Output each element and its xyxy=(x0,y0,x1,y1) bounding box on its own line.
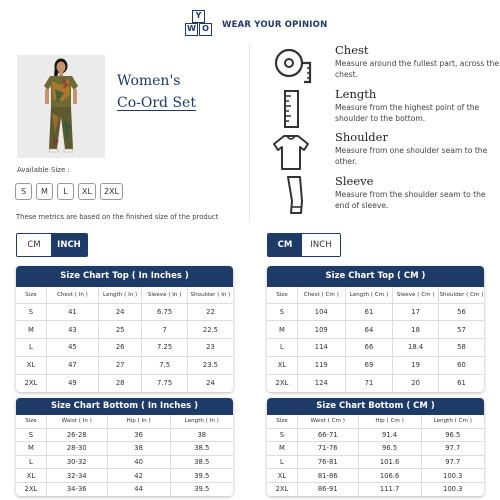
table-cell: 38.5 xyxy=(170,455,233,469)
size-option-l[interactable]: L xyxy=(57,183,74,200)
table-cell: M xyxy=(16,442,46,456)
header-cell: Length ( In ) xyxy=(170,415,233,428)
measure-desc: Measure around the fullest part, across the chest. xyxy=(335,59,500,79)
table-cell: 119 xyxy=(297,356,345,374)
brand-name: WEAR YOUR OPINION xyxy=(222,20,328,30)
table-cell: XL xyxy=(16,356,46,374)
table-cell: 26 xyxy=(98,339,141,357)
table-cell: 38 xyxy=(107,442,170,456)
table-cell: 34-36 xyxy=(46,482,107,496)
table-cell: 32-34 xyxy=(46,469,107,483)
table-cell: 24 xyxy=(206,379,215,388)
size-option-s[interactable]: S xyxy=(15,183,32,200)
size-chart-top-cm xyxy=(267,266,484,392)
table-cell: 45 xyxy=(46,339,98,357)
logo-block-o: O xyxy=(199,23,212,36)
table-cell: XL xyxy=(267,469,297,483)
table-row xyxy=(16,374,233,392)
measure-desc: Measure from the shoulder seam to the end of sleeve. xyxy=(335,190,486,210)
table-cell: S xyxy=(16,428,46,442)
header-cell: Size xyxy=(16,415,46,428)
table-cell: 49 xyxy=(46,374,98,392)
table-row xyxy=(16,455,233,469)
table-cell: 58 xyxy=(438,339,484,357)
size-option-m[interactable]: M xyxy=(36,183,53,200)
header-cell: Waist ( Cm ) xyxy=(297,415,358,428)
table-cell: S xyxy=(16,303,46,321)
table-row xyxy=(16,321,233,339)
table-cell: 44 xyxy=(107,482,170,496)
table-cell: 40 xyxy=(107,455,170,469)
table-cell: 47 xyxy=(46,356,98,374)
table-cell: 97.7 xyxy=(421,455,484,469)
measure-title: Sleeve xyxy=(335,174,374,188)
table-cell: 7.25 xyxy=(142,339,188,357)
measure-desc: Measure from the highest point of the shoulder to the bottom. xyxy=(335,103,480,123)
unit-inch-button[interactable]: INCH xyxy=(302,234,340,256)
size-options xyxy=(15,183,123,200)
table-cell: 18.4 xyxy=(393,339,439,357)
table-cell: 66-71 xyxy=(297,428,358,442)
metrics-note: These metrics are based on the finished size of the product xyxy=(16,213,219,221)
header-cell: Length ( In ) xyxy=(98,287,141,303)
unit-cm-button[interactable]: CM xyxy=(268,234,302,256)
table-row xyxy=(16,482,233,496)
table-cell: 60 xyxy=(438,356,484,374)
table-cell: L xyxy=(267,339,297,357)
table-title: Size Chart Bottom ( CM ) xyxy=(267,398,484,415)
table-row xyxy=(16,428,233,442)
header-cell: Waist ( In ) xyxy=(46,415,107,428)
table-cell: 100.3 xyxy=(421,469,484,483)
table-row xyxy=(267,339,484,357)
table-cell: 26-28 xyxy=(46,428,107,442)
table-cell: L xyxy=(16,455,46,469)
table-cell: 6.75 xyxy=(142,303,188,321)
table-cell: 91.4 xyxy=(358,428,421,442)
header-cell: Size xyxy=(16,287,46,303)
header-cell: Chest ( In ) xyxy=(46,287,98,303)
table-cell: 76-81 xyxy=(297,455,358,469)
header-cell: Chest ( Cm ) xyxy=(297,287,345,303)
table-title: Size Chart Bottom ( In Inches ) xyxy=(16,398,233,415)
header-cell: Length ( Cm ) xyxy=(421,415,484,428)
table-row xyxy=(267,482,484,496)
table-cell: 42 xyxy=(107,469,170,483)
table-cell: M xyxy=(267,321,297,339)
table-cell: XL xyxy=(16,469,46,483)
table-cell: 22 xyxy=(187,303,233,321)
table-cell: 38.5 xyxy=(170,442,233,456)
table-cell: 22.5 xyxy=(187,321,233,339)
table-row xyxy=(267,303,484,321)
header-cell: Sleeve ( In ) xyxy=(142,287,188,303)
table-cell: 41 xyxy=(46,303,98,321)
table-cell: 66 xyxy=(345,339,393,357)
unit-cm-button[interactable]: CM xyxy=(17,234,51,256)
table-cell: 39.5 xyxy=(170,469,233,483)
table-cell: XL xyxy=(267,356,297,374)
header-cell: Shoulder ( Cm ) xyxy=(438,287,484,303)
table-cell: 2XL xyxy=(16,374,46,392)
table-cell: 28 xyxy=(98,374,141,392)
table-cell: M xyxy=(267,442,297,456)
table-cell: 36 xyxy=(107,428,170,442)
table-row xyxy=(267,455,484,469)
measure-title: Chest xyxy=(335,43,369,57)
header-cell: Hip ( Cm ) xyxy=(358,415,421,428)
table-cell: 7.75 xyxy=(142,374,188,392)
brand-header xyxy=(182,10,327,40)
table-cell: 19 xyxy=(393,356,439,374)
table-cell: 96.5 xyxy=(421,428,484,442)
measure-title: Length xyxy=(335,87,377,101)
header-cell: Hip ( In ) xyxy=(107,415,170,428)
table-cell: 23 xyxy=(187,339,233,357)
measure-chest xyxy=(262,43,500,88)
available-size-label: Available Size : xyxy=(17,166,70,174)
product-photo xyxy=(17,55,105,158)
measuring-tape-icon xyxy=(270,44,312,86)
table-cell: 24 xyxy=(98,303,141,321)
table-cell: 97.7 xyxy=(421,442,484,456)
table-row xyxy=(16,469,233,483)
table-cell: 64 xyxy=(345,321,393,339)
table-row xyxy=(267,321,484,339)
table-cell: M xyxy=(16,321,46,339)
table-title: Size Chart Top ( CM ) xyxy=(267,266,484,287)
table-row xyxy=(16,339,233,357)
table-cell: 71 xyxy=(345,374,393,392)
table-cell: 124 xyxy=(297,374,345,392)
size-chart-bottom-inches xyxy=(16,398,233,496)
table-cell: 17 xyxy=(393,303,439,321)
table-cell: 25 xyxy=(98,321,141,339)
table-cell: L xyxy=(16,339,46,357)
brand-logo xyxy=(182,10,216,40)
table-cell: L xyxy=(267,455,297,469)
table-cell: 28-30 xyxy=(46,442,107,456)
table-header-row xyxy=(16,415,233,428)
table-cell: 20 xyxy=(393,374,439,392)
table-cell: 7 xyxy=(142,321,188,339)
size-option-2xl[interactable]: 2XL xyxy=(100,183,123,200)
table-cell: 71-76 xyxy=(297,442,358,456)
table-row xyxy=(267,469,484,483)
sleeve-icon xyxy=(270,175,312,217)
header-cell: Length ( Cm ) xyxy=(345,287,393,303)
shirt-icon xyxy=(270,131,312,173)
table-cell: 81-86 xyxy=(297,469,358,483)
header-cell: Size xyxy=(267,415,297,428)
table-cell: 100.3 xyxy=(443,485,463,494)
table-header-row xyxy=(16,287,233,303)
measure-shoulder xyxy=(262,131,494,175)
size-table xyxy=(267,415,484,496)
table-row xyxy=(267,374,484,392)
table-cell: 104 xyxy=(297,303,345,321)
table-cell: 96.5 xyxy=(358,442,421,456)
logo-block-w: W xyxy=(185,23,198,36)
table-cell: 69 xyxy=(345,356,393,374)
unit-inch-button[interactable]: INCH xyxy=(51,234,87,256)
unit-toggle-right xyxy=(267,233,341,257)
ruler-icon xyxy=(270,88,312,130)
table-cell: 56 xyxy=(438,303,484,321)
table-row xyxy=(16,356,233,374)
table-row xyxy=(267,428,484,442)
table-cell: S xyxy=(267,428,297,442)
table-row xyxy=(267,442,484,456)
size-option-xl[interactable]: XL xyxy=(78,183,96,200)
measure-length xyxy=(262,88,494,132)
table-cell: 109 xyxy=(297,321,345,339)
table-cell: 86-91 xyxy=(297,482,358,496)
table-cell: 106.6 xyxy=(358,469,421,483)
header-cell: Sleeve ( Cm ) xyxy=(393,287,439,303)
logo-block-y: Y xyxy=(192,10,205,23)
size-chart-top-inches xyxy=(16,266,233,392)
table-cell: 18 xyxy=(393,321,439,339)
table-title: Size Chart Top ( In Inches ) xyxy=(16,266,233,287)
table-cell: 7.5 xyxy=(142,356,188,374)
table-row xyxy=(16,442,233,456)
column-divider xyxy=(249,44,250,222)
product-title-line1: Women's xyxy=(117,73,181,89)
table-cell: 39.5 xyxy=(194,485,210,494)
table-cell: S xyxy=(267,303,297,321)
table-cell: 2XL xyxy=(267,374,297,392)
product-title xyxy=(117,70,196,114)
header-cell: Size xyxy=(267,287,297,303)
table-cell: 111.7 xyxy=(358,482,421,496)
table-cell: 61 xyxy=(457,379,466,388)
table-cell: 38 xyxy=(170,428,233,442)
table-cell: 101.6 xyxy=(358,455,421,469)
header-cell: Shoulder ( In ) xyxy=(187,287,233,303)
table-row xyxy=(267,356,484,374)
size-table xyxy=(16,287,233,392)
table-cell: 2XL xyxy=(267,482,297,496)
measure-title: Shoulder xyxy=(335,130,388,144)
table-cell: 114 xyxy=(297,339,345,357)
measure-desc: Measure from one shoulder seam to the other. xyxy=(335,146,488,166)
table-cell: 27 xyxy=(98,356,141,374)
size-table xyxy=(16,415,233,496)
table-cell: 43 xyxy=(46,321,98,339)
size-chart-bottom-cm xyxy=(267,398,484,496)
table-row xyxy=(16,303,233,321)
table-cell: 2XL xyxy=(16,482,46,496)
unit-toggle-left xyxy=(16,233,88,257)
table-header-row xyxy=(267,287,484,303)
table-cell: 23.5 xyxy=(187,356,233,374)
measure-sleeve xyxy=(262,175,494,219)
table-cell: 30-32 xyxy=(46,455,107,469)
size-table xyxy=(267,287,484,392)
table-cell: 61 xyxy=(345,303,393,321)
product-title-line2: Co-Ord Set xyxy=(117,95,196,111)
table-header-row xyxy=(267,415,484,428)
table-cell: 57 xyxy=(438,321,484,339)
